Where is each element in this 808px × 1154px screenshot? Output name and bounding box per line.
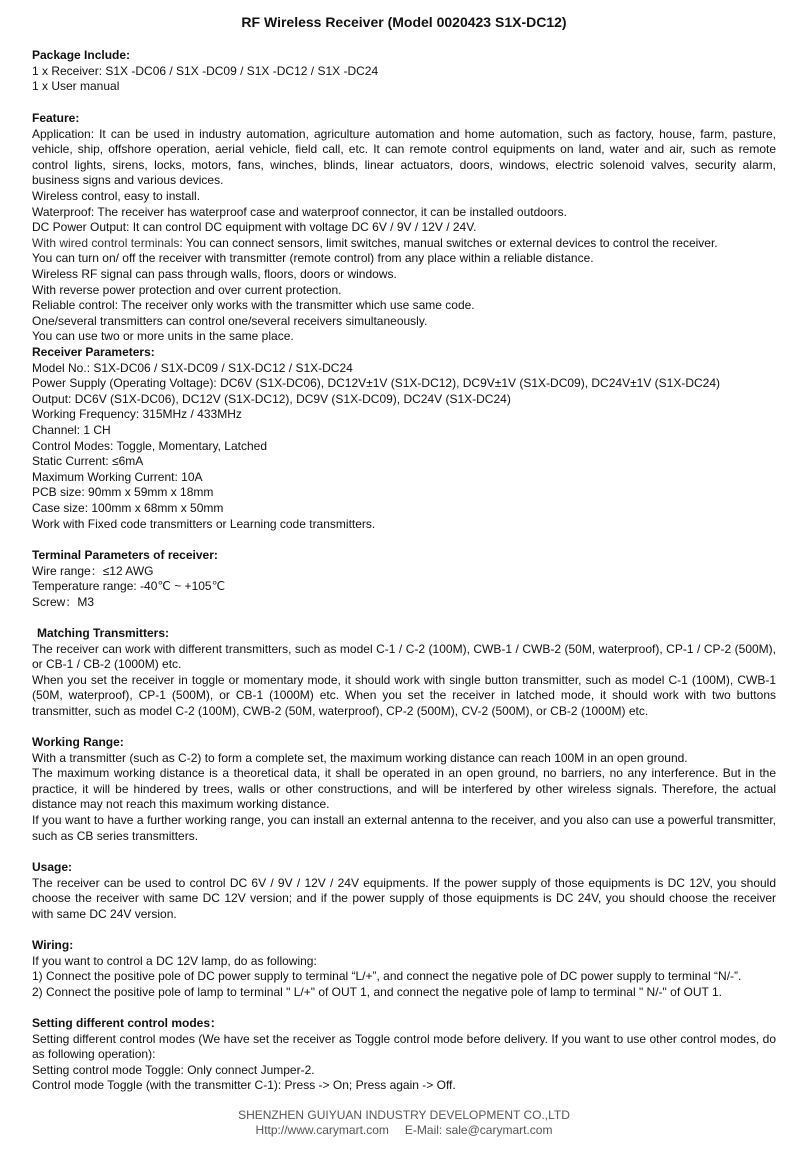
param-line: Maximum Working Current: 10A: [32, 469, 203, 484]
section-heading: Feature:: [32, 111, 80, 125]
page-footer: [0, 1108, 808, 1138]
text-line: 2) Connect the positive pole of lamp to terminal " L/+" of OUT 1, and connect the negative pole of lamp to terminal " N/-" of OUT 1.: [32, 984, 722, 999]
paragraph: The maximum working distance is a theoretical data, it shall be operated in an open ground, no barriers, no any interference. But in the practice, it will be hindered by trees, walls or other constructions, and will be interfered by other wireless signals. Therefore, the actual distance may not reach this maximum working distance.: [32, 766, 776, 812]
paragraph: When you set the receiver in toggle or momentary mode, it should work with single button transmitter, such as model C-1 (100M), CWB-1 (50M, waterproof), CP-1 (500M), or CB-1 (1000M) etc. When you set the receiver in latched mode, it should work with two buttons transmitter, such as model C-2 (100M), CWB-2 (50M, waterproof), CP-2 (500M), CV-2 (500M), or CB-2 (1000M) etc.: [32, 672, 776, 718]
matching-transmitters-section: [32, 626, 776, 720]
text-line: 1) Connect the positive pole of DC power supply to terminal “L/+”, and connect the negative pole of DC power supply to terminal “N/-”.: [32, 969, 742, 984]
param-line: Model No.: S1X-DC06 / S1X-DC09 / S1X-DC12 / S1X-DC24: [32, 360, 353, 375]
text-line: Wireless RF signal can pass through walls, floors, doors or windows.: [32, 266, 397, 281]
package-section: [32, 48, 776, 95]
website-link[interactable]: Http://www.carymart.com: [255, 1123, 389, 1137]
param-line: Output: DC6V (S1X-DC06), DC12V (S1X-DC12), DC9V (S1X-DC09), DC24V (S1X-DC24): [32, 391, 511, 406]
section-heading: Setting different control modes：: [32, 1016, 223, 1030]
section-heading: Receiver Parameters:: [32, 345, 155, 359]
paragraph: The receiver can work with different transmitters, such as model C-1 / C-2 (100M), CWB-1 / CWB-2 (50M, waterproof), CP-1 / CP-2 (500M), or CB-1 / CB-2 (1000M) etc.: [32, 641, 776, 672]
section-heading: Package Include:: [32, 48, 131, 62]
control-modes-section: [32, 1016, 776, 1094]
text-line: You can use two or more units in the same place.: [32, 329, 294, 344]
param-line: Channel: 1 CH: [32, 422, 111, 437]
param-line: Control Modes: Toggle, Momentary, Latched: [32, 438, 268, 453]
param-line: Work with Fixed code transmitters or Learning code transmitters.: [32, 516, 376, 531]
usage-section: [32, 860, 776, 922]
text-line: 1 x Receiver: S1X -DC06 / S1X -DC09 / S1X -DC12 / S1X -DC24: [32, 63, 379, 78]
param-line: Static Current: ≤6mA: [32, 454, 144, 469]
paragraph: If you want to have a further working range, you can install an external antenna to the receiver, and you also can use a powerful transmitter, such as CB series transmitters.: [32, 812, 776, 843]
param-line: Screw：M3: [32, 594, 95, 609]
paragraph: With a transmitter (such as C-2) to form a complete set, the maximum working distance can reach 100M in an open ground.: [32, 750, 688, 765]
feature-section: [32, 111, 776, 345]
text-line: Control mode Toggle (with the transmitter C-1): Press -> On; Press again -> Off.: [32, 1078, 456, 1093]
text-line: Reliable control: The receiver only works with the transmitter which use same code.: [32, 298, 475, 313]
param-line: Case size: 100mm x 68mm x 50mm: [32, 500, 224, 515]
section-heading: Working Range:: [32, 735, 124, 749]
wiring-section: [32, 938, 776, 1000]
param-line: Power Supply (Operating Voltage): DC6V (S1X-DC06), DC12V±1V (S1X-DC12), DC9V±1V (S1X-DC09), DC24V±1V (S1X-DC24): [32, 376, 721, 391]
param-line: PCB size: 90mm x 59mm x 18mm: [32, 485, 214, 500]
text-line: Wireless control, easy to install.: [32, 188, 201, 203]
section-heading: Matching Transmitters:: [37, 626, 170, 640]
text-line: With reverse power protection and over current protection.: [32, 282, 342, 297]
param-line: Wire range：≤12 AWG: [32, 563, 154, 578]
text-line: DC Power Output: It can control DC equipment with voltage DC 6V / 9V / 12V / 24V.: [32, 220, 477, 235]
paragraph: The receiver can be used to control DC 6V / 9V / 12V / 24V equipments. If the power supply of those equipments is DC 12V, you should choose the receiver with same DC 12V version; and if the power supply of those equipments is DC 24V, you should choose the receiver with same DC 24V version.: [32, 875, 776, 921]
paragraph: Setting different control modes (We have set the receiver as Toggle control mode before delivery. If you want to use other control modes, do as following operation):: [32, 1031, 776, 1062]
param-line: Temperature range: -40℃ ~ +105℃: [32, 579, 226, 594]
text-line: 1 x User manual: [32, 79, 120, 94]
contact-line: [0, 1123, 808, 1138]
section-heading: Usage:: [32, 860, 73, 874]
text-line: If you want to control a DC 12V lamp, do as following:: [32, 953, 317, 968]
param-line: Working Frequency: 315MHz / 433MHz: [32, 407, 242, 422]
text-line: One/several transmitters can control one/several receivers simultaneously.: [32, 313, 428, 328]
text-line: Setting control mode Toggle: Only connect Jumper-2.: [32, 1062, 315, 1077]
receiver-parameters-section: [32, 345, 776, 532]
wired-terminals-label: With wired control terminals: [32, 235, 180, 250]
terminal-parameters-section: [32, 548, 776, 610]
section-heading: Terminal Parameters of receiver:: [32, 548, 218, 562]
paragraph: Application: It can be used in industry automation, agriculture automation and home automation, such as factory, house, farm, pasture, vehicle, ship, offshore operation, aerial vehicle, field call, etc. It can remote control equipments on land, water and air, such as remote control lights, sirens, locks, motors, fans, winches, blinds, linear actuators, doors, windows, electric solenoid valves, security alarm, business signs and various devices.: [32, 126, 776, 188]
text-line: Waterproof: The receiver has waterproof case and waterproof connector, it can be installed outdoors.: [32, 204, 567, 219]
text-line: You can turn on/ off the receiver with transmitter (remote control) from any place within a reliable distance.: [32, 251, 594, 266]
working-range-section: [32, 735, 776, 844]
email-link[interactable]: E-Mail: sale@carymart.com: [404, 1123, 553, 1137]
company-name: SHENZHEN GUIYUAN INDUSTRY DEVELOPMENT CO.,LTD: [238, 1108, 570, 1122]
wired-terminals-text: : You can connect sensors, limit switches, manual switches or external devices to control the receiver.: [179, 235, 718, 250]
text-line: [32, 236, 776, 252]
section-heading: Wiring:: [32, 938, 74, 952]
document-title: RF Wireless Receiver (Model 0020423 S1X-DC12): [241, 14, 567, 30]
